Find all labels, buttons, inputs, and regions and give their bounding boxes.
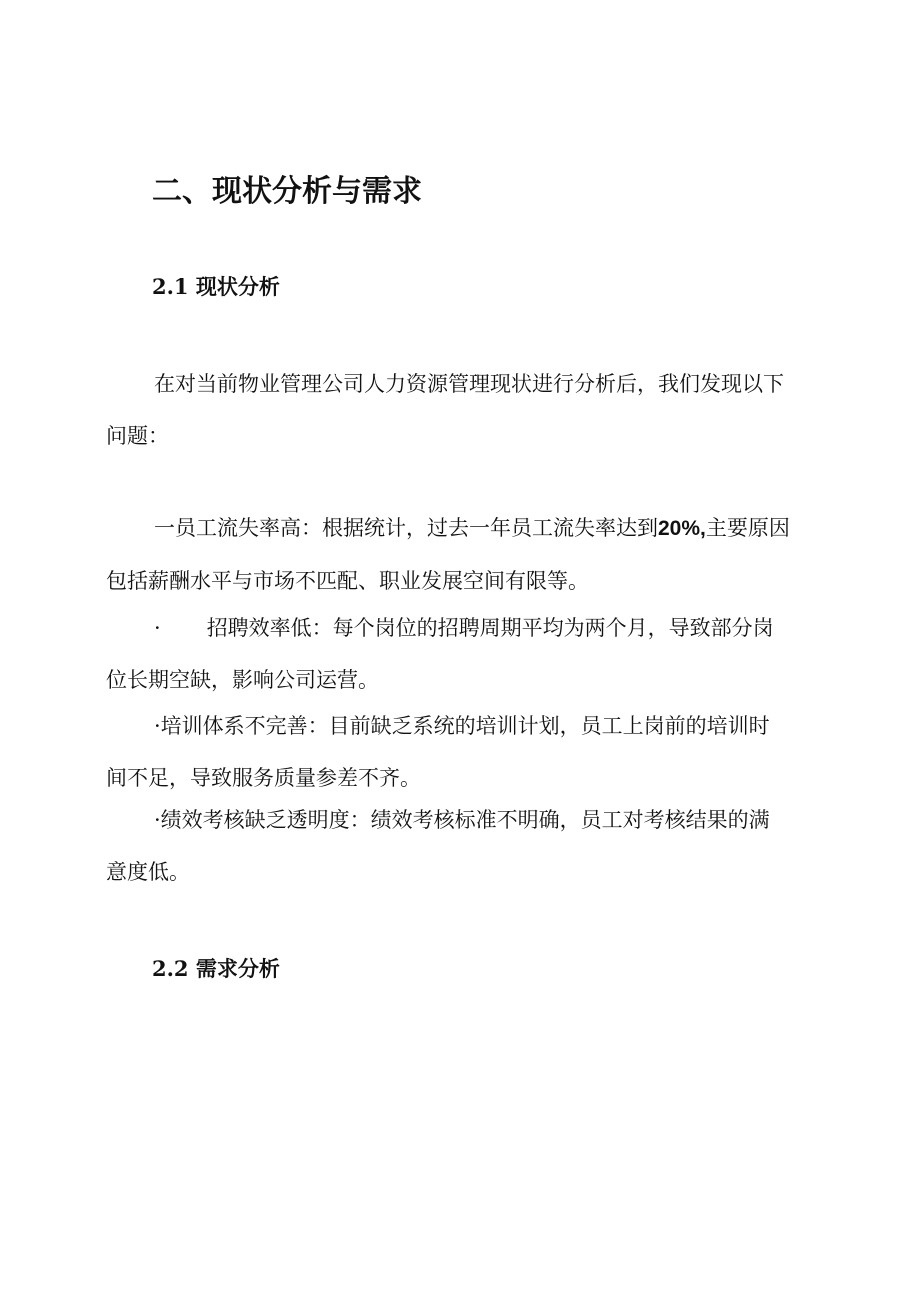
- issue-turnover-text: 一员工流失率高：根据统计，过去一年员工流失率达到: [154, 516, 658, 540]
- intro-paragraph: [106, 358, 806, 462]
- issue-turnover-line-1: [106, 502, 806, 555]
- issue-recruitment-line-2: 位长期空缺，影响公司运营。: [106, 668, 379, 692]
- issue-performance-line-2: 意度低。: [106, 860, 190, 884]
- subsection-heading-status: 2.1 现状分析: [152, 274, 280, 299]
- issue-recruitment-text: 招聘效率低：每个岗位的招聘周期平均为两个月，导致部分岗: [206, 616, 774, 640]
- issue-performance: [106, 794, 806, 898]
- intro-line-2: 问题：: [106, 424, 169, 448]
- issue-turnover-text-end: 主要原因: [705, 516, 790, 540]
- issue-training: [106, 700, 806, 804]
- section-heading: 二、现状分析与需求: [152, 174, 422, 209]
- issue-recruitment-line-1: [106, 602, 806, 654]
- issue-turnover: [106, 502, 806, 607]
- issue-recruitment: [106, 602, 806, 706]
- issue-training-line-2: 间不足，导致服务质量参差不齐。: [106, 766, 421, 790]
- issue-performance-line-1: ·绩效考核缺乏透明度：绩效考核标准不明确，员工对考核结果的满: [154, 808, 770, 832]
- turnover-rate-value: 20%,: [658, 517, 706, 540]
- bullet-dot: ·: [154, 616, 161, 640]
- subsection-heading-needs: 2.2 需求分析: [152, 956, 280, 981]
- issue-training-line-1: ·培训体系不完善：目前缺乏系统的培训计划，员工上岗前的培训时: [154, 714, 770, 738]
- intro-line-1: 在对当前物业管理公司人力资源管理现状进行分析后，我们发现以下: [154, 372, 784, 396]
- issue-turnover-line-2: 包括薪酬水平与市场不匹配、职业发展空间有限等。: [106, 569, 589, 593]
